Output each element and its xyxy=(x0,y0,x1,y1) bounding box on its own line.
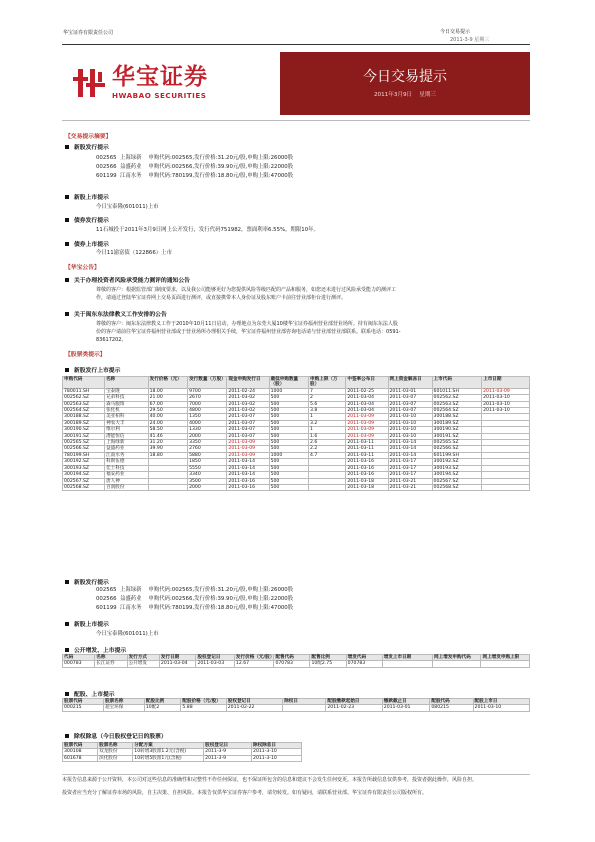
t3-col-header: 缴款截止日 xyxy=(382,699,430,705)
table-cell: 2 xyxy=(309,395,346,401)
new-list-2-text: 今日宝泰隆(601011)上市 xyxy=(96,631,159,637)
table-cell: 2011-02-25 xyxy=(346,388,388,394)
table-cell: 2011-03-09 xyxy=(227,452,269,458)
table-cell: 福安药业 xyxy=(105,472,149,478)
table-cell: 2011-03-01 xyxy=(388,388,432,394)
logo-cn: 华宝证券 xyxy=(112,64,208,90)
table-cell: 300108 xyxy=(63,749,98,755)
table-cell: 2011-03-09 xyxy=(482,388,530,394)
bullet-icon xyxy=(65,648,69,652)
logo-area xyxy=(62,52,280,115)
table-cell: 500 xyxy=(269,472,308,478)
t3-col-header: 配股上市日 xyxy=(473,699,529,705)
bullet-icon xyxy=(65,692,69,696)
table-cell: 2011-02-22 xyxy=(226,705,282,711)
t2-col-header: 发行方式 xyxy=(127,655,159,661)
t3-col-header: 配股代码 xyxy=(430,699,473,705)
table-cell: 3500 xyxy=(188,478,227,484)
table-cell: 300189.SZ xyxy=(432,420,482,426)
table-cell: 500 xyxy=(269,414,308,420)
table-cell: 18.80 xyxy=(148,452,187,458)
t2-col-header: 发行日期 xyxy=(159,655,196,661)
t2-col-header: 增发上市日期 xyxy=(382,655,432,661)
t1-col-header: 网上资金解冻日 xyxy=(388,377,432,389)
table-cell: 2011-03-07 xyxy=(388,408,432,414)
new-issue-line: 002566 益盛药业 申购代码:002566,发行价格:39.90元/股,申购上限:22000股 xyxy=(96,164,294,170)
table-cell: 益盛药业 xyxy=(105,446,149,452)
table-cell: 002566.SZ xyxy=(432,446,482,452)
ipo-table-heading: 新股发行上市提示 xyxy=(65,365,120,374)
table-cell: 2011-03-09 xyxy=(227,440,269,446)
table-cell: 2011-3-10 xyxy=(252,749,302,755)
table-cell: 2011-03-02 xyxy=(227,401,269,407)
t4-col-header: 股权登记日 xyxy=(204,743,252,749)
table-cell: 002564.SZ xyxy=(63,408,105,414)
bond-list-heading: 债券上市提示 xyxy=(65,239,109,248)
table-cell: 002562.SZ xyxy=(432,395,482,401)
table-cell: 300194.SZ xyxy=(63,472,105,478)
ipo-table xyxy=(62,376,530,491)
table-cell: 002568.SZ xyxy=(432,484,482,490)
section-stock-title: 【股票类提示】 xyxy=(65,352,106,358)
table-cell: 300190.SZ xyxy=(63,427,105,433)
new-issue-2-line: 002565 上海绿新 申购代码:002565,发行价格:31.20元/股,申购上限:26000股 xyxy=(96,587,294,593)
table-cell: 002567.SZ xyxy=(432,478,482,484)
table-cell: 500 xyxy=(269,395,308,401)
table-cell: 2011-03-16 xyxy=(346,465,388,471)
table-cell: 2011-03-09 xyxy=(346,433,388,439)
t4-col-header: 股票代码 xyxy=(63,743,98,749)
table-cell: 002564.SZ xyxy=(432,408,482,414)
table-cell: 070783 xyxy=(346,661,382,667)
logo-en: HWABAO SECURITIES xyxy=(112,91,207,100)
bond-issue-text: 11石城投于2011年3月9日网上公开发行，发行代码751982，票面利率6.55%，期限10年。 xyxy=(96,227,319,233)
table-cell: 2000 xyxy=(188,433,227,439)
t3-col-header: 配股缴款起始日 xyxy=(326,699,382,705)
table-cell: 070783 xyxy=(274,661,310,667)
notice-1-line: 作，请通过登陆华宝证券网上交易页面进行测评，或直接携带本人身份证及股东账户卡前往营业部柜台进行测评。 xyxy=(96,295,347,301)
table-cell xyxy=(382,661,432,667)
table-cell: 3350 xyxy=(188,440,227,446)
table-cell: 2.2 xyxy=(309,446,346,452)
table-cell: 超宝环保 xyxy=(103,705,144,711)
t1-col-header: 中签率公布日 xyxy=(346,377,388,389)
table-cell: 300188.SZ xyxy=(63,414,105,420)
table-cell: 21.00 xyxy=(148,395,187,401)
table-cell: 2011-03-16 xyxy=(346,472,388,478)
t2-col-header: 股权登记日 xyxy=(196,655,234,661)
table-cell: 2011-03-09 xyxy=(227,446,269,452)
table-cell: 1.6 xyxy=(309,433,346,439)
table-cell: 2011-03-04 xyxy=(346,395,388,401)
table-cell: 长江证券 xyxy=(95,661,127,667)
table-cell: 2011-03-10 xyxy=(482,408,530,414)
table-cell: 002568.SZ xyxy=(63,484,105,490)
table-cell: 31.20 xyxy=(148,440,187,446)
table-cell: 10配2.75 xyxy=(310,661,346,667)
notice-2-heading: 关于闽东东法律教义工作安排的公告 xyxy=(65,309,167,318)
table-cell xyxy=(283,705,326,711)
table-cell: 1 xyxy=(309,427,346,433)
table-cell: 森马服饰 xyxy=(105,401,149,407)
table-cell: 58.50 xyxy=(148,427,187,433)
table-cell: 2670 xyxy=(188,395,227,401)
table-cell: 公开增发 xyxy=(127,661,159,667)
table-cell: 300193.SZ xyxy=(63,465,105,471)
t1-col-header: 现金申购发行日 xyxy=(227,377,269,389)
table-row xyxy=(63,755,302,761)
t3-col-header: 股权登记日 xyxy=(226,699,282,705)
t2-col-header: 配售比例 xyxy=(310,655,346,661)
section-notice-title: 【华宝公告】 xyxy=(65,265,100,271)
table-row xyxy=(63,705,530,711)
table-cell: 29.50 xyxy=(148,408,187,414)
table-cell: 002565.SZ xyxy=(63,440,105,446)
table-cell: 2011-03-04 xyxy=(346,401,388,407)
table-cell: 7 xyxy=(309,388,346,394)
table-cell: 双龙股份 xyxy=(98,749,133,755)
table-cell: 2011-03-10 xyxy=(482,401,530,407)
bond-list-text: 今日11渝富债（122866）上市 xyxy=(96,250,172,256)
notice-2-line: 83617202。 xyxy=(96,337,127,343)
company-name-top: 华宝证券有限责任公司 xyxy=(63,30,114,36)
table-cell: 潜能恒信 xyxy=(105,433,149,439)
exdiv-heading: 除权除息（今日股权登记日的股票） xyxy=(65,731,167,740)
bullet-icon xyxy=(65,368,69,372)
table-cell: 2760 xyxy=(188,446,227,452)
table-cell: 300194.SZ xyxy=(432,472,482,478)
table-cell: 百润股份 xyxy=(105,484,149,490)
notice-2-line: 尊敬的客户：闽东东法律教义工作于2010年10月11日启动，办理地点为东莞大厦10楼华宝证券福州营业部营业场所。持有闽东东法人股 xyxy=(96,321,398,327)
new-issue-2-heading: 新股发行提示 xyxy=(65,577,109,586)
table-cell: 唐人神 xyxy=(105,478,149,484)
table-cell: 002567.SZ xyxy=(63,478,105,484)
bullet-icon xyxy=(65,145,69,149)
table-cell: 5880 xyxy=(188,452,227,458)
table-cell: 24.00 xyxy=(148,420,187,426)
table-cell: 10转增5股派1元(含税) xyxy=(133,755,204,761)
bullet-icon xyxy=(65,580,69,584)
table-cell: 2011-03-10 xyxy=(388,420,432,426)
table-cell: 39.90 xyxy=(148,446,187,452)
table-cell: 41.46 xyxy=(148,433,187,439)
table-cell: 2011-03-16 xyxy=(346,459,388,465)
table-cell: 2011-03-10 xyxy=(473,705,529,711)
table-cell: 2011-03-02 xyxy=(227,395,269,401)
t2-col-header: 配售代码 xyxy=(274,655,310,661)
table-cell: 40.00 xyxy=(148,414,187,420)
table-cell: 500 xyxy=(269,408,308,414)
bullet-icon xyxy=(65,278,69,282)
table-cell: 江南水务 xyxy=(105,452,149,458)
table-cell: 300193.SZ xyxy=(432,465,482,471)
t1-col-header: 最低申购数量（股） xyxy=(269,377,308,389)
table-cell: 002563.SZ xyxy=(63,401,105,407)
new-list-heading: 新股上市提示 xyxy=(65,192,109,201)
table-cell: 000783 xyxy=(63,661,95,667)
table-cell: 2011-03-17 xyxy=(388,472,432,478)
header-date: 2011年3月9日 星期三 xyxy=(373,92,437,98)
t3-col-header: 股票代码 xyxy=(63,699,104,705)
table-cell: 2.6 xyxy=(309,440,346,446)
table-cell: 2011-03-07 xyxy=(388,395,432,401)
table-cell: 2011-3-9 xyxy=(204,755,252,761)
table-cell: 002565.SZ xyxy=(432,440,482,446)
table-cell: 张化机 xyxy=(105,408,149,414)
table-cell: 2011-03-16 xyxy=(227,484,269,490)
t2-col-header: 网上增发申购代码 xyxy=(433,655,481,661)
table-cell: 2011-03-04 xyxy=(346,408,388,414)
table-cell: 维尔利 xyxy=(105,427,149,433)
table-cell: 2011-03-03 xyxy=(196,661,234,667)
table-cell: 科斯伍德 xyxy=(105,459,149,465)
t4-col-header: 股票名称 xyxy=(98,743,133,749)
new-issue-2-line: 002566 益盛药业 申购代码:002566,发行价格:39.90元/股,申购上限:22000股 xyxy=(96,596,294,602)
t4-col-header: 除权除息日 xyxy=(252,743,302,749)
table-cell: 滨化股份 xyxy=(98,755,133,761)
table-cell: 10配2 xyxy=(144,705,181,711)
t2-col-header: 代码 xyxy=(63,655,95,661)
notice-2-line: 份的客户请前往华宝证券福州营业部或于营业场所办理相关手续，华宝证券福州营业部咨询电话请与营业部营业部联系。联系电话：0591- xyxy=(96,329,401,335)
table-cell: 2011-03-01 xyxy=(382,705,430,711)
table-cell: 500 xyxy=(269,446,308,452)
table-cell: 2011-03-10 xyxy=(388,433,432,439)
table-cell: 4000 xyxy=(188,420,227,426)
table-cell: 上海绿新 xyxy=(105,440,149,446)
table-cell: 300191.SZ xyxy=(432,433,482,439)
table-cell: 宝泰隆 xyxy=(105,388,149,394)
bond-issue-heading: 债券发行提示 xyxy=(65,215,109,224)
footer-rule xyxy=(62,774,530,775)
table-cell: 500 xyxy=(269,420,308,426)
table-cell: 2011-02-23 xyxy=(326,705,382,711)
bullet-icon xyxy=(65,195,69,199)
table-cell: 080215 xyxy=(430,705,473,711)
table-row xyxy=(63,661,530,667)
table-cell: 500 xyxy=(269,401,308,407)
table-cell: 1 xyxy=(309,414,346,420)
table-cell: 9700 xyxy=(188,388,227,394)
table-row xyxy=(63,484,530,490)
table-cell: 500 xyxy=(269,465,308,471)
table-cell: 2011-03-10 xyxy=(388,427,432,433)
table-cell: 2011-03-17 xyxy=(388,465,432,471)
table-cell: 002562.SZ xyxy=(63,395,105,401)
table-cell: 美亚柏科 xyxy=(105,414,149,420)
t1-col-header: 发行数量（万股） xyxy=(188,377,227,389)
new-issue-heading: 新股发行提示 xyxy=(65,142,109,151)
table-cell: 500 xyxy=(269,427,308,433)
t1-col-header: 发行价格（元） xyxy=(148,377,187,389)
table-cell: 500 xyxy=(269,484,308,490)
table-cell: 2011-03-02 xyxy=(227,408,269,414)
section-summary-title: 【交易提示摘要】 xyxy=(65,134,112,140)
top-title: 今日交易提示 xyxy=(440,29,471,35)
table-cell: 2011-02-24 xyxy=(227,388,269,394)
table-cell: 2011-03-09 xyxy=(346,420,388,426)
seo-table xyxy=(62,654,530,668)
table-cell: 2011-03-11 xyxy=(346,446,388,452)
hwabao-logo-icon xyxy=(72,66,106,100)
table-cell: 2011-03-14 xyxy=(227,465,269,471)
t2-col-header: 增发代码 xyxy=(346,655,382,661)
table-cell: 18.00 xyxy=(148,388,187,394)
table-cell: 佳士科技 xyxy=(105,465,149,471)
table-cell: 2011-03-18 xyxy=(346,478,388,484)
table-cell xyxy=(481,661,530,667)
t4-col-header: 分配方案 xyxy=(133,743,204,749)
table-cell: 1330 xyxy=(188,427,227,433)
t3-col-header: 配股价格（元/股） xyxy=(181,699,226,705)
table-cell: 2011-03-14 xyxy=(388,446,432,452)
table-cell: 2011-03-14 xyxy=(388,440,432,446)
table-cell: 2011-03-11 xyxy=(346,452,388,458)
header-title: 今日交易提示 xyxy=(363,69,447,85)
table-cell: 2011-3-10 xyxy=(252,755,302,761)
exdiv-table xyxy=(62,742,302,762)
table-cell: 2011-03-10 xyxy=(388,414,432,420)
table-cell: 2011-03-09 xyxy=(346,427,388,433)
t1-col-header: 上市代码 xyxy=(432,377,482,389)
table-cell: 1000 xyxy=(269,452,308,458)
t3-col-header: 配股比例 xyxy=(144,699,181,705)
table-cell: 601678 xyxy=(63,755,98,761)
table-cell xyxy=(309,484,346,490)
table-cell: 500 xyxy=(269,440,308,446)
table-cell: 2011-03-10 xyxy=(482,395,530,401)
t2-col-header: 名称 xyxy=(95,655,127,661)
rights-heading: 配股、上市提示 xyxy=(65,689,115,698)
table-cell: 10转增3股派1.2元(含税) xyxy=(133,749,204,755)
new-issue-line: 002565 上海绿新 申购代码:002565,发行价格:31.20元/股,申购上限:26000股 xyxy=(96,155,294,161)
table-cell: 神农大丰 xyxy=(105,420,149,426)
notice-1-line: 尊敬的客户：根据监管部门制度要求，以及我公司能够更好为您提供风险等级匹配的产品和服务，如您还未进行过风险承受能力的测评工 xyxy=(96,287,397,293)
new-issue-2-line: 601199 江南水务 申购代码:780199,发行价格:18.80元/股,申购上限:47000股 xyxy=(96,605,294,611)
table-cell: 300191.SZ xyxy=(63,433,105,439)
table-cell: 3.2 xyxy=(309,420,346,426)
table-cell: 601199.SH xyxy=(432,452,482,458)
table-cell: 2011-03-09 xyxy=(346,414,388,420)
table-cell: 2011-03-17 xyxy=(388,459,432,465)
table-cell: 2011-03-07 xyxy=(227,420,269,426)
footer-disclaimer-1: 本报告信息来源于公开资料，本公司对这些信息的准确性和完整性不作任何保证，也不保证所包含的信息和建议不会发生任何变更。本报告所载信息仅供参考，投资者据此操作，风险自担。 xyxy=(62,777,478,783)
table-cell: 002563.SZ xyxy=(432,401,482,407)
table-cell: 3340 xyxy=(188,472,227,478)
rights-table xyxy=(62,698,530,712)
bullet-icon xyxy=(65,312,69,316)
table-cell: 300189.SZ xyxy=(63,420,105,426)
table-cell: 5.6 xyxy=(309,401,346,407)
table-cell: 300188.SZ xyxy=(432,414,482,420)
table-cell: 2011-03-16 xyxy=(227,478,269,484)
table-row xyxy=(63,749,302,755)
table-cell: 500 xyxy=(269,459,308,465)
table-cell: 300190.SZ xyxy=(432,427,482,433)
table-cell: 2011-03-07 xyxy=(227,414,269,420)
table-cell: 300192.SZ xyxy=(63,459,105,465)
table-cell: 5550 xyxy=(188,465,227,471)
table-cell: 4800 xyxy=(188,408,227,414)
table-cell: 1350 xyxy=(188,414,227,420)
table-cell xyxy=(482,484,530,490)
table-cell: 002566.SZ xyxy=(63,446,105,452)
table-cell: 500 xyxy=(269,433,308,439)
table-cell: 300192.SZ xyxy=(432,459,482,465)
t1-col-header: 名称 xyxy=(105,377,149,389)
new-issue-line: 601199 江南水务 申购代码:780199,发行价格:18.80元/股,申购上限:47000股 xyxy=(96,173,294,179)
table-cell: 2011-03-07 xyxy=(227,427,269,433)
t2-col-header: 发行价格（元/股） xyxy=(235,655,275,660)
table-cell: 780011.SH xyxy=(63,388,105,394)
table-cell: 兄弟科技 xyxy=(105,395,149,401)
table-cell: 2011-03-07 xyxy=(227,433,269,439)
footer-disclaimer-2: 投资者应当充分了解证券市场的风险，自主决策、自担风险。本报告仅供华宝证券客户参考，请勿转发。如有疑问，请联系营业部。华宝证券有限责任公司版权所有。 xyxy=(62,790,428,796)
table-cell: 000215 xyxy=(63,705,104,711)
top-rule xyxy=(62,44,530,45)
table-cell: 1000 xyxy=(269,388,308,394)
bullet-icon xyxy=(65,734,69,738)
table-cell: 2011-3-9 xyxy=(204,749,252,755)
table-cell: 2011-03-18 xyxy=(346,484,388,490)
table-cell: 2011-03-21 xyxy=(388,478,432,484)
t1-col-header: 申购上限（万股） xyxy=(309,377,346,389)
table-cell xyxy=(148,484,187,490)
bullet-icon xyxy=(65,218,69,222)
table-cell: 780199.SH xyxy=(63,452,105,458)
table-cell: 2011-03-07 xyxy=(388,401,432,407)
seo-heading: 公开增发、上市提示 xyxy=(65,645,126,654)
table-cell: 2011-03-14 xyxy=(227,459,269,465)
new-list-text: 今日宝泰隆(601011)上市 xyxy=(96,204,159,210)
t1-col-header: 上市日期 xyxy=(482,377,530,389)
bullet-icon xyxy=(65,242,69,246)
table-cell: 601011.SH xyxy=(432,388,482,394)
table-cell: 4.7 xyxy=(309,452,346,458)
table-cell: 2011-03-11 xyxy=(346,440,388,446)
table-cell: 2011-03-04 xyxy=(159,661,196,667)
notice-1-heading: 关于办理投资者风险承受能力测评的通知公告 xyxy=(65,275,190,284)
t3-col-header: 除权日 xyxy=(283,699,326,705)
t2-col-header: 网上增发申购上限 xyxy=(481,655,530,661)
table-cell: 3.8 xyxy=(309,408,346,414)
bullet-icon xyxy=(65,622,69,626)
top-date: 2011-3-9 星期三 xyxy=(450,37,490,43)
table-cell: 67.00 xyxy=(148,401,187,407)
table-cell: 1850 xyxy=(188,459,227,465)
table-cell: 12.67 xyxy=(234,661,274,667)
t1-col-header: 申购代码 xyxy=(63,377,105,389)
header-banner xyxy=(280,52,530,115)
table-cell: 2000 xyxy=(188,484,227,490)
t3-col-header: 股票名称 xyxy=(103,699,144,705)
table-cell: 2011-03-14 xyxy=(388,452,432,458)
new-list-2-heading: 新股上市提示 xyxy=(65,619,109,628)
header-rule xyxy=(62,120,530,121)
table-cell xyxy=(433,661,481,667)
table-cell: 500 xyxy=(269,478,308,484)
table-cell: 5.88 xyxy=(181,705,226,711)
table-cell: 2011-03-21 xyxy=(388,484,432,490)
table-cell: 2011-03-14 xyxy=(227,472,269,478)
table-cell: 7000 xyxy=(188,401,227,407)
